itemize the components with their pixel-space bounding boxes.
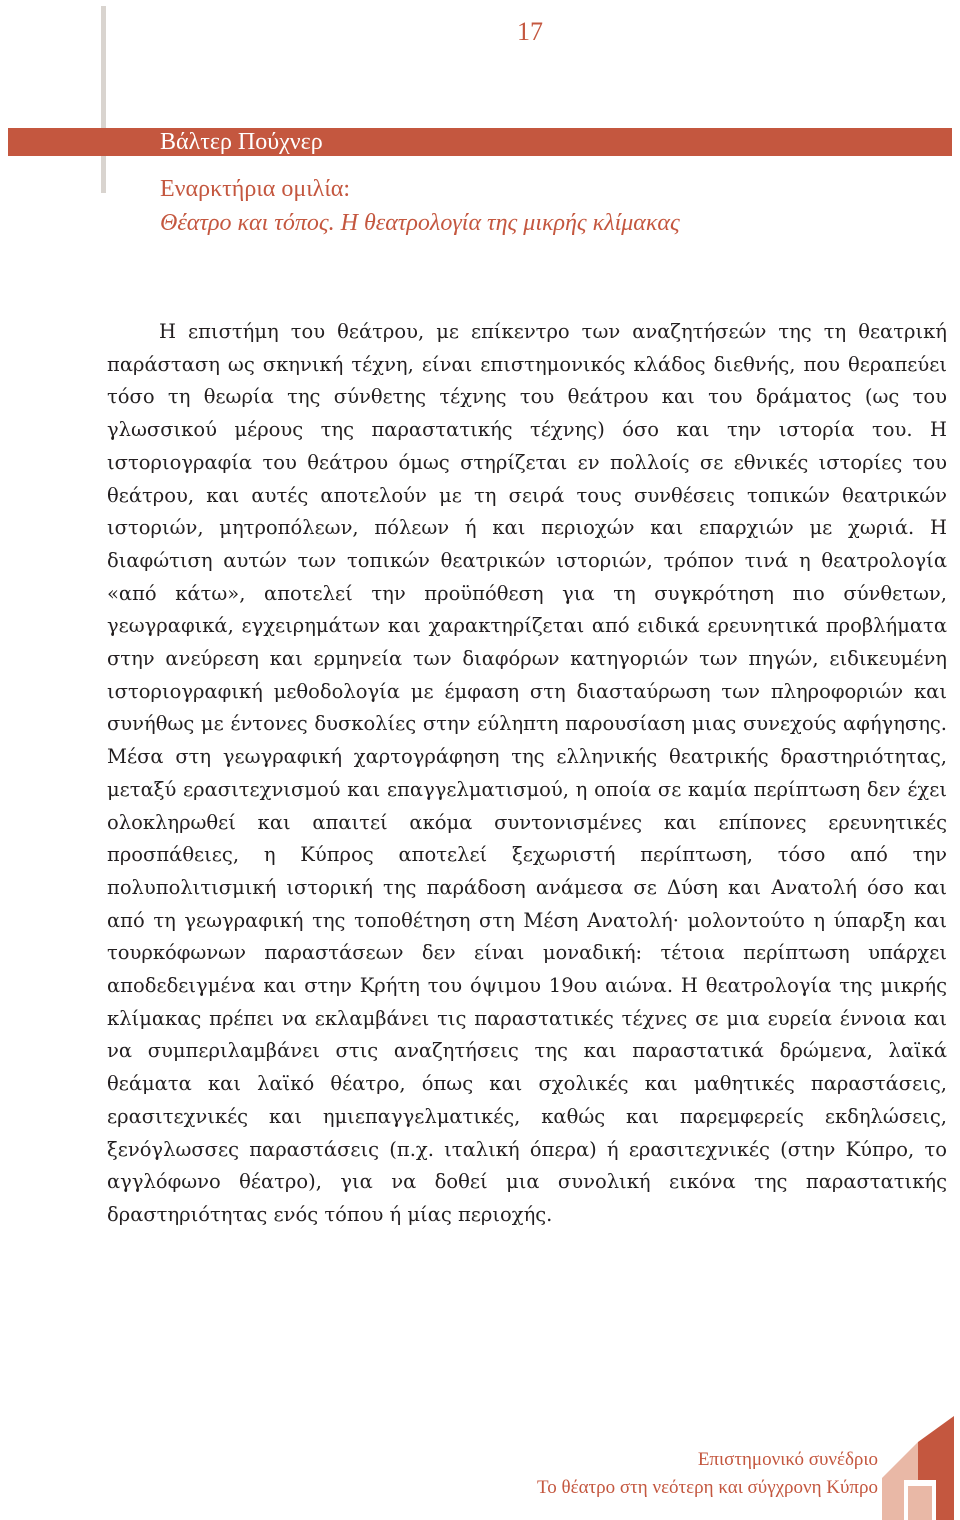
author-name xyxy=(160,126,323,158)
body-paragraph: Η επιστήμη του θεάτρου, με επίκεντρο των αναζητήσεών της τη θεατρική παράσταση ως σκηνική τέχνη, είναι επιστημονικός κλάδος διεθνής, που θεραπεύει τόσο τη θεωρία της σύνθετης τέχνης του θεάτρου και του δράματος (ως του γλωσσικού μέρους της παραστατικής τέχνης) όσο και την ιστορία του. Η ιστοριογραφία του θεάτρου όμως στηρίζεται εν πολλοίς σε εθνικές ιστορίες του θεάτρου, και αυτές αποτελούν με τη σειρά τους συνθέσεις τοπικών θεατρικών ιστοριών, μητροπόλεων, πόλεων ή και περιοχών και επαρχιών με χωριά. Η διαφώτιση αυτών των τοπικών θεατρικών ιστοριών, τρόπον τινά η θεατρολογία «από κάτω», αποτελεί την προϋπόθεση για τη συγκρότηση πιο σύνθετων, γεωγραφικά, εγχειρημάτων και χαρακτηρίζεται από ειδικά ερευνητικά προβλήματα στην ανεύρεση και ερμηνεία των διαφόρων κατηγοριών των πηγών, ειδικευμένη ιστοριογραφική μεθοδολογία με έμφαση στη διασταύρωση των πληροφοριών και συνήθως με έντονες δυσκολίες στην εύληπτη παρουσίαση μιας συνεχούς αφήγησης. Μέσα στη γεωγραφική χαρτογράφηση της ελληνικής θεατρικής δραστηριότητας, μεταξύ ερασιτεχνισμού και επαγγελματισμού, η οποία σε καμία περίπτωση δεν έχει ολοκληρωθεί και απαιτεί ακόμα συντονισμένες και επίπονες ερευνητικές προσπάθειες, η Κύπρος αποτελεί ξεχωριστή περίπτωση, τόσο από την πολυπολιτισμική ιστορική της παράδοση ανάμεσα σε Δύση και Ανατολή όσο και από τη γεωγραφική της τοποθέτηση στη Μέση Ανατολή· μολοντούτο η ύπαρξη και τουρκόφωνων παραστάσεων δεν είναι μοναδική: τέτοια περίπτωση υπάρχει αποδεδειγμένα και στην Κρήτη του όψιμου 19ου αιώνα. Η θεατρολογία της μικρής κλίμακας πρέπει να εκλαμβάνει τις παραστατικές τέχνες σε μια ευρεία έννοια και να συμπεριλαμβάνει στις αναζητήσεις της και παραστατικά δρώμενα, λαϊκά θεάματα και λαϊκό θέατρο, όπως και σχολικές και μαθητικές παραστάσεις, ερασιτεχνικές και ημιεπαγγελματικές, καθώς και παρεμφερείς εκδηλώσεις, ξενόγλωσσες παραστάσεις (π.χ. ιταλική όπερα) ή ερασιτεχνικές (στην Κύπρο, το αγγλόφωνο θέατρο), για να δοθεί μια συνολική εικόνα της παραστατικής δραστηριότητας ενός τόπου ή μίας περιοχής. xyxy=(107,320,947,1226)
header-band xyxy=(8,128,952,156)
vertical-rule xyxy=(101,6,106,193)
page-number: 17 xyxy=(517,17,543,46)
footer-line-2: Το θέατρο στη νεότερη και σύγχρονη Κύπρο xyxy=(536,1477,878,1498)
chapter-heading xyxy=(160,172,680,240)
footer xyxy=(537,1446,878,1502)
conference-logo-icon xyxy=(882,1416,954,1520)
chapter-title: Θέατρο και τόπος. Η θεατρολογία της μικρής κλίμακας xyxy=(160,210,680,236)
author-name-text: Βάλτερ Πούχνερ xyxy=(160,129,323,155)
body-text xyxy=(107,316,947,1232)
footer-line-1: Επιστημονικό συνέδριο xyxy=(697,1449,878,1470)
chapter-label: Εναρκτήρια ομιλία: xyxy=(160,176,351,202)
